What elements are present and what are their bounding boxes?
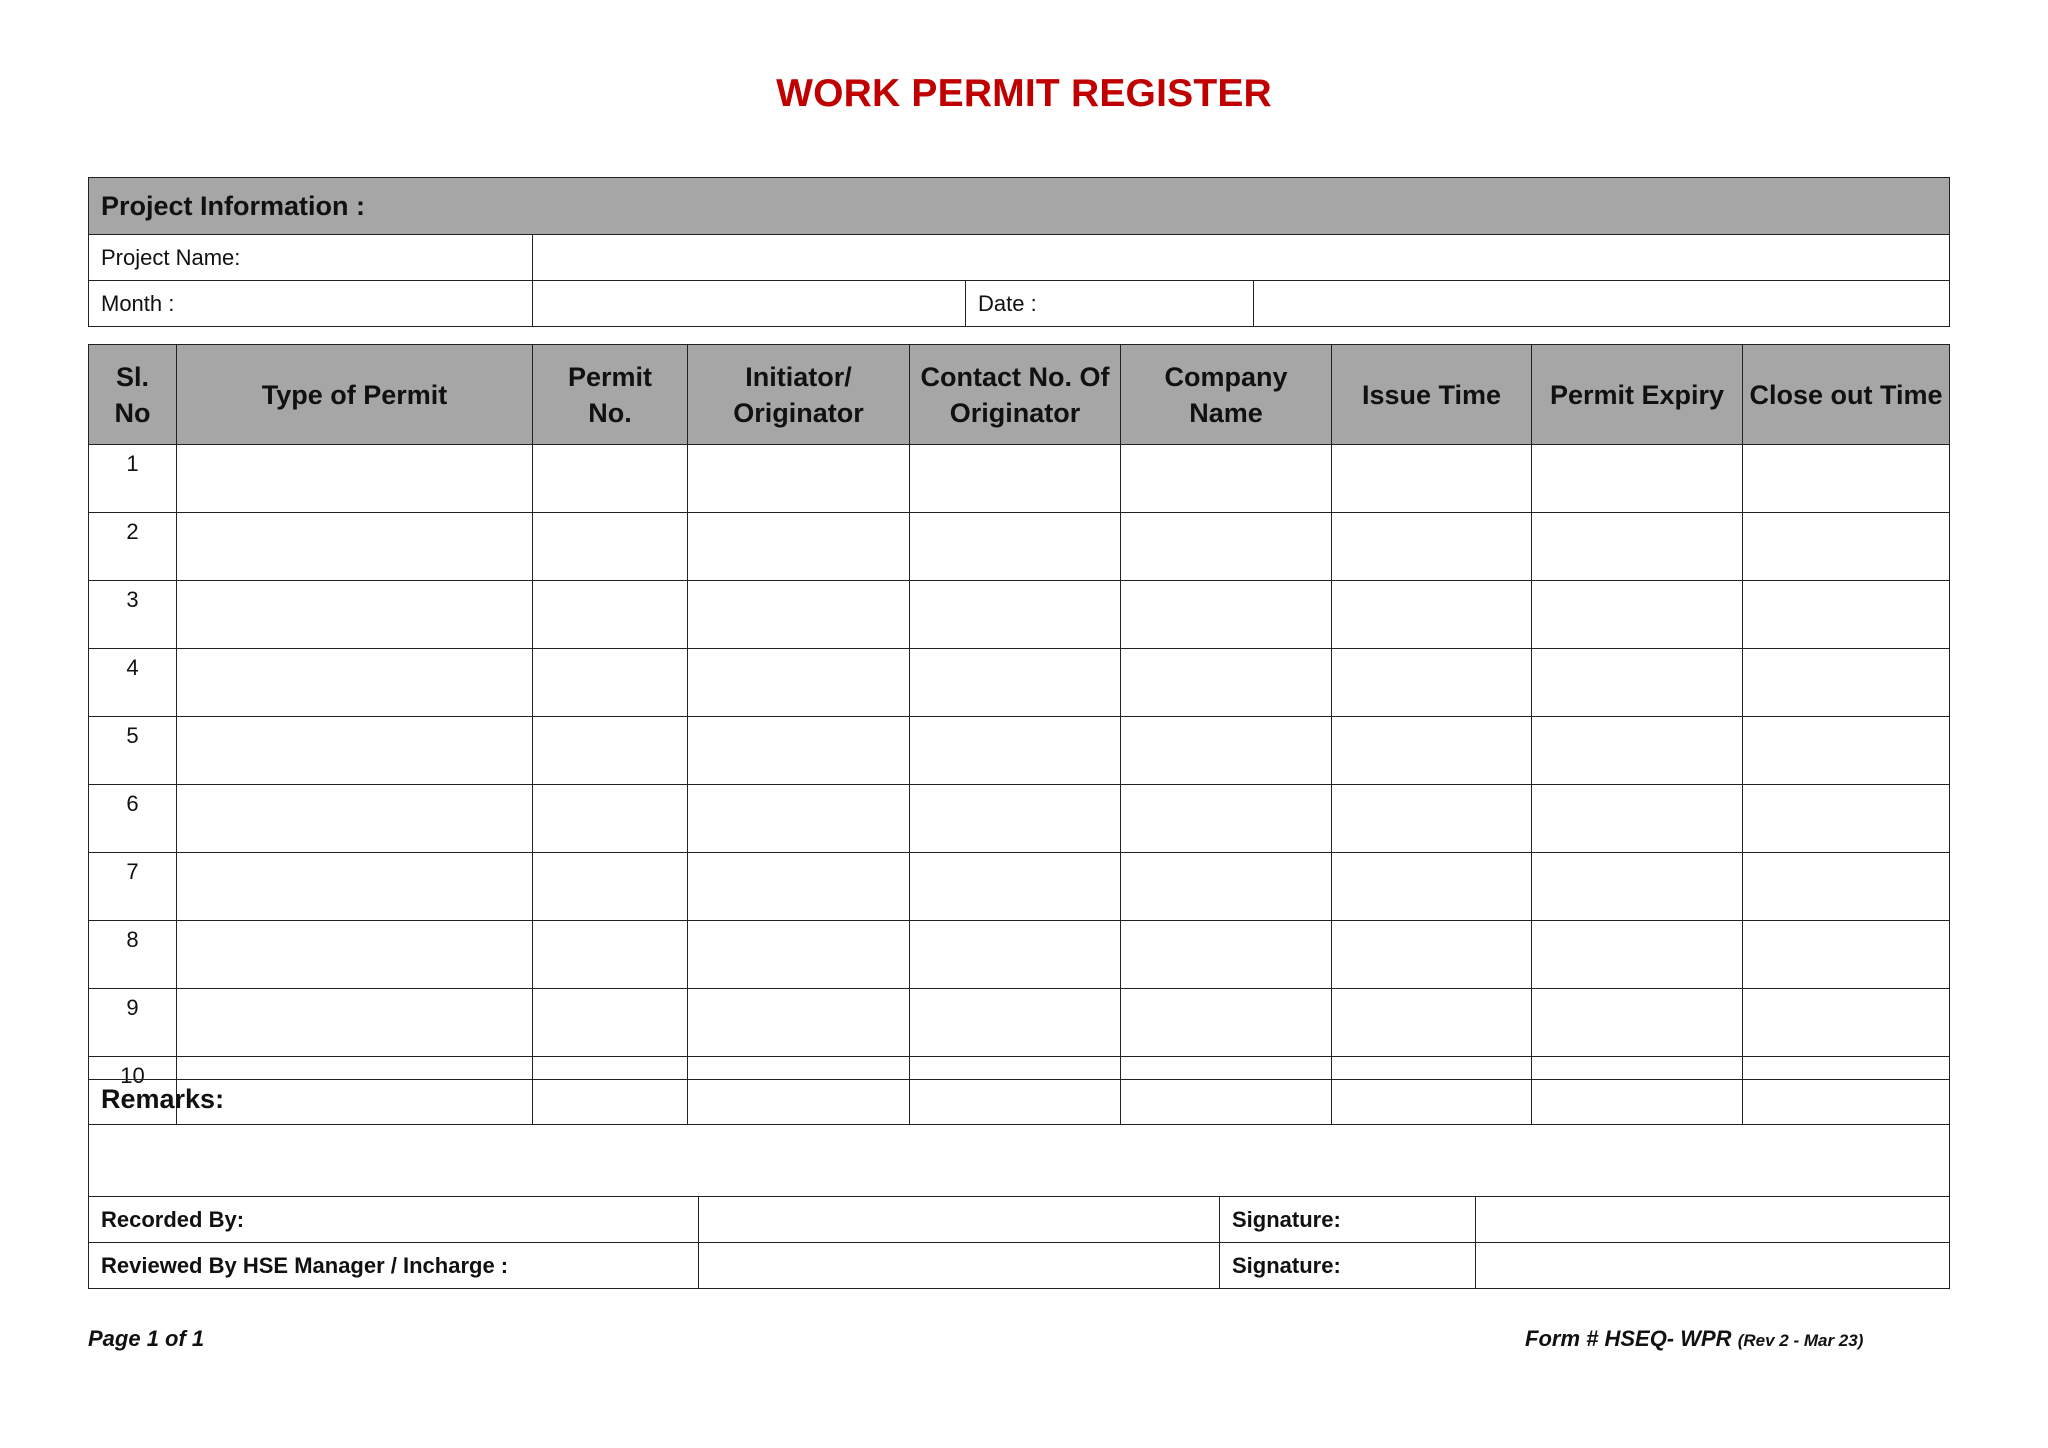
serial-number: 9 xyxy=(89,989,177,1057)
table-cell[interactable] xyxy=(910,445,1121,513)
serial-number: 4 xyxy=(89,649,177,717)
table-cell[interactable] xyxy=(1121,717,1332,785)
table-cell[interactable] xyxy=(910,649,1121,717)
table-cell[interactable] xyxy=(1121,853,1332,921)
column-header-text: Company xyxy=(1164,361,1288,392)
table-cell[interactable] xyxy=(1532,717,1743,785)
table-cell[interactable] xyxy=(910,853,1121,921)
table-cell[interactable] xyxy=(1121,445,1332,513)
page-number: Page 1 of 1 xyxy=(88,1326,205,1351)
table-row xyxy=(89,581,1950,649)
table-cell[interactable] xyxy=(1743,649,1950,717)
table-cell[interactable] xyxy=(533,445,688,513)
recorded-by-field[interactable] xyxy=(699,1197,1220,1243)
column-header xyxy=(1121,345,1332,445)
column-header-text: Initiator/ xyxy=(745,361,852,392)
table-cell[interactable] xyxy=(1332,581,1532,649)
table-cell[interactable] xyxy=(1743,989,1950,1057)
table-cell[interactable] xyxy=(177,989,533,1057)
table-cell[interactable] xyxy=(1121,921,1332,989)
date-label: Date : xyxy=(966,281,1254,327)
table-cell[interactable] xyxy=(1743,513,1950,581)
column-header xyxy=(89,345,177,445)
table-cell[interactable] xyxy=(688,445,910,513)
table-cell[interactable] xyxy=(177,513,533,581)
column-header-text: Permit xyxy=(567,361,653,392)
table-cell[interactable] xyxy=(688,989,910,1057)
table-cell[interactable] xyxy=(533,649,688,717)
table-cell[interactable] xyxy=(910,717,1121,785)
remarks-table xyxy=(88,1079,1950,1289)
table-cell[interactable] xyxy=(1532,649,1743,717)
form-code: Form # HSEQ- WPR xyxy=(1525,1326,1732,1351)
table-cell[interactable] xyxy=(688,853,910,921)
table-cell[interactable] xyxy=(1743,921,1950,989)
table-cell[interactable] xyxy=(533,513,688,581)
column-header-text: Originator xyxy=(733,397,864,428)
table-cell[interactable] xyxy=(533,989,688,1057)
serial-number: 10 xyxy=(89,1057,177,1125)
table-cell[interactable] xyxy=(1743,445,1950,513)
table-cell[interactable] xyxy=(1532,921,1743,989)
table-cell[interactable] xyxy=(1332,649,1532,717)
table-cell[interactable] xyxy=(1532,853,1743,921)
table-cell[interactable] xyxy=(1121,989,1332,1057)
table-cell[interactable] xyxy=(1332,785,1532,853)
table-row xyxy=(89,649,1950,717)
table-cell[interactable] xyxy=(688,649,910,717)
column-header xyxy=(533,345,688,445)
column-header-text: Close out Time xyxy=(1749,379,1943,410)
table-cell[interactable] xyxy=(177,581,533,649)
table-cell[interactable] xyxy=(1332,989,1532,1057)
table-cell[interactable] xyxy=(177,921,533,989)
table-cell[interactable] xyxy=(1532,785,1743,853)
signature-label: Signature: xyxy=(1220,1197,1476,1243)
column-header-text: Name xyxy=(1189,397,1263,428)
table-cell[interactable] xyxy=(177,445,533,513)
table-cell[interactable] xyxy=(1532,989,1743,1057)
table-cell[interactable] xyxy=(910,921,1121,989)
table-cell[interactable] xyxy=(533,853,688,921)
column-header xyxy=(688,345,910,445)
serial-number: 5 xyxy=(89,717,177,785)
remarks-label: Remarks: xyxy=(101,1084,225,1114)
column-header xyxy=(1743,345,1950,445)
table-cell[interactable] xyxy=(1532,445,1743,513)
serial-number: 8 xyxy=(89,921,177,989)
month-label: Month : xyxy=(89,281,533,327)
table-cell[interactable] xyxy=(910,581,1121,649)
reviewed-by-label: Reviewed By HSE Manager / Incharge : xyxy=(89,1243,699,1289)
table-cell[interactable] xyxy=(688,785,910,853)
month-field[interactable] xyxy=(533,281,966,327)
table-cell[interactable] xyxy=(177,649,533,717)
table-cell[interactable] xyxy=(533,921,688,989)
table-cell[interactable] xyxy=(533,581,688,649)
table-cell[interactable] xyxy=(688,581,910,649)
column-header xyxy=(177,345,533,445)
project-name-field[interactable] xyxy=(533,235,1950,281)
table-row xyxy=(89,989,1950,1057)
reviewed-by-signature-field[interactable] xyxy=(1476,1243,1950,1289)
table-cell[interactable] xyxy=(1743,785,1950,853)
table-cell[interactable] xyxy=(910,785,1121,853)
table-header-row xyxy=(89,345,1950,445)
table-cell[interactable] xyxy=(1743,717,1950,785)
serial-number: 7 xyxy=(89,853,177,921)
table-cell[interactable] xyxy=(1532,513,1743,581)
table-cell[interactable] xyxy=(1121,513,1332,581)
table-row xyxy=(89,853,1950,921)
table-row xyxy=(89,717,1950,785)
table-cell[interactable] xyxy=(1743,853,1950,921)
project-info-table xyxy=(88,177,1950,327)
column-header-text: Issue Time xyxy=(1361,379,1502,410)
table-cell[interactable] xyxy=(688,921,910,989)
table-cell[interactable] xyxy=(177,853,533,921)
table-cell[interactable] xyxy=(177,717,533,785)
column-header-text: Permit Expiry xyxy=(1549,379,1725,410)
column-header xyxy=(1332,345,1532,445)
column-header-text: Contact No. Of xyxy=(920,361,1110,392)
document-title: WORK PERMIT REGISTER xyxy=(776,72,1272,115)
table-cell[interactable] xyxy=(533,785,688,853)
table-cell[interactable] xyxy=(1332,853,1532,921)
column-header-text: Type of Permit xyxy=(261,379,448,410)
recorded-by-signature-field[interactable] xyxy=(1476,1197,1950,1243)
column-header xyxy=(910,345,1121,445)
project-name-label: Project Name: xyxy=(89,235,533,281)
table-cell[interactable] xyxy=(1121,581,1332,649)
recorded-by-label: Recorded By: xyxy=(89,1197,699,1243)
table-row xyxy=(89,445,1950,513)
table-cell[interactable] xyxy=(177,785,533,853)
serial-number: 2 xyxy=(89,513,177,581)
table-cell[interactable] xyxy=(688,513,910,581)
table-cell[interactable] xyxy=(1332,921,1532,989)
column-header-text: No xyxy=(114,397,151,428)
column-header-text: Originator xyxy=(949,397,1081,428)
serial-number: 3 xyxy=(89,581,177,649)
serial-number: 1 xyxy=(89,445,177,513)
table-cell[interactable] xyxy=(910,989,1121,1057)
column-header xyxy=(1532,345,1743,445)
table-cell[interactable] xyxy=(1332,513,1532,581)
table-cell[interactable] xyxy=(688,717,910,785)
table-cell[interactable] xyxy=(910,513,1121,581)
serial-number: 6 xyxy=(89,785,177,853)
table-body xyxy=(89,445,1950,1125)
table-cell[interactable] xyxy=(1532,581,1743,649)
table-row xyxy=(89,513,1950,581)
remarks-field[interactable] xyxy=(89,1080,1950,1197)
table-cell[interactable] xyxy=(1743,581,1950,649)
reviewed-by-field[interactable] xyxy=(699,1243,1220,1289)
permit-register-table xyxy=(88,344,1950,1125)
table-cell[interactable] xyxy=(1121,785,1332,853)
table-cell[interactable] xyxy=(533,717,688,785)
column-header-text: No. xyxy=(588,397,632,428)
table-cell[interactable] xyxy=(1332,717,1532,785)
table-row xyxy=(89,785,1950,853)
table-cell[interactable] xyxy=(1121,649,1332,717)
form-number xyxy=(1525,1326,1863,1352)
column-header-text: Sl. xyxy=(115,361,149,392)
date-field[interactable] xyxy=(1254,281,1950,327)
project-info-header: Project Information : xyxy=(89,178,1950,235)
signature-label: Signature: xyxy=(1220,1243,1476,1289)
table-cell[interactable] xyxy=(1332,445,1532,513)
form-revision: (Rev 2 - Mar 23) xyxy=(1737,1331,1864,1350)
table-row xyxy=(89,921,1950,989)
